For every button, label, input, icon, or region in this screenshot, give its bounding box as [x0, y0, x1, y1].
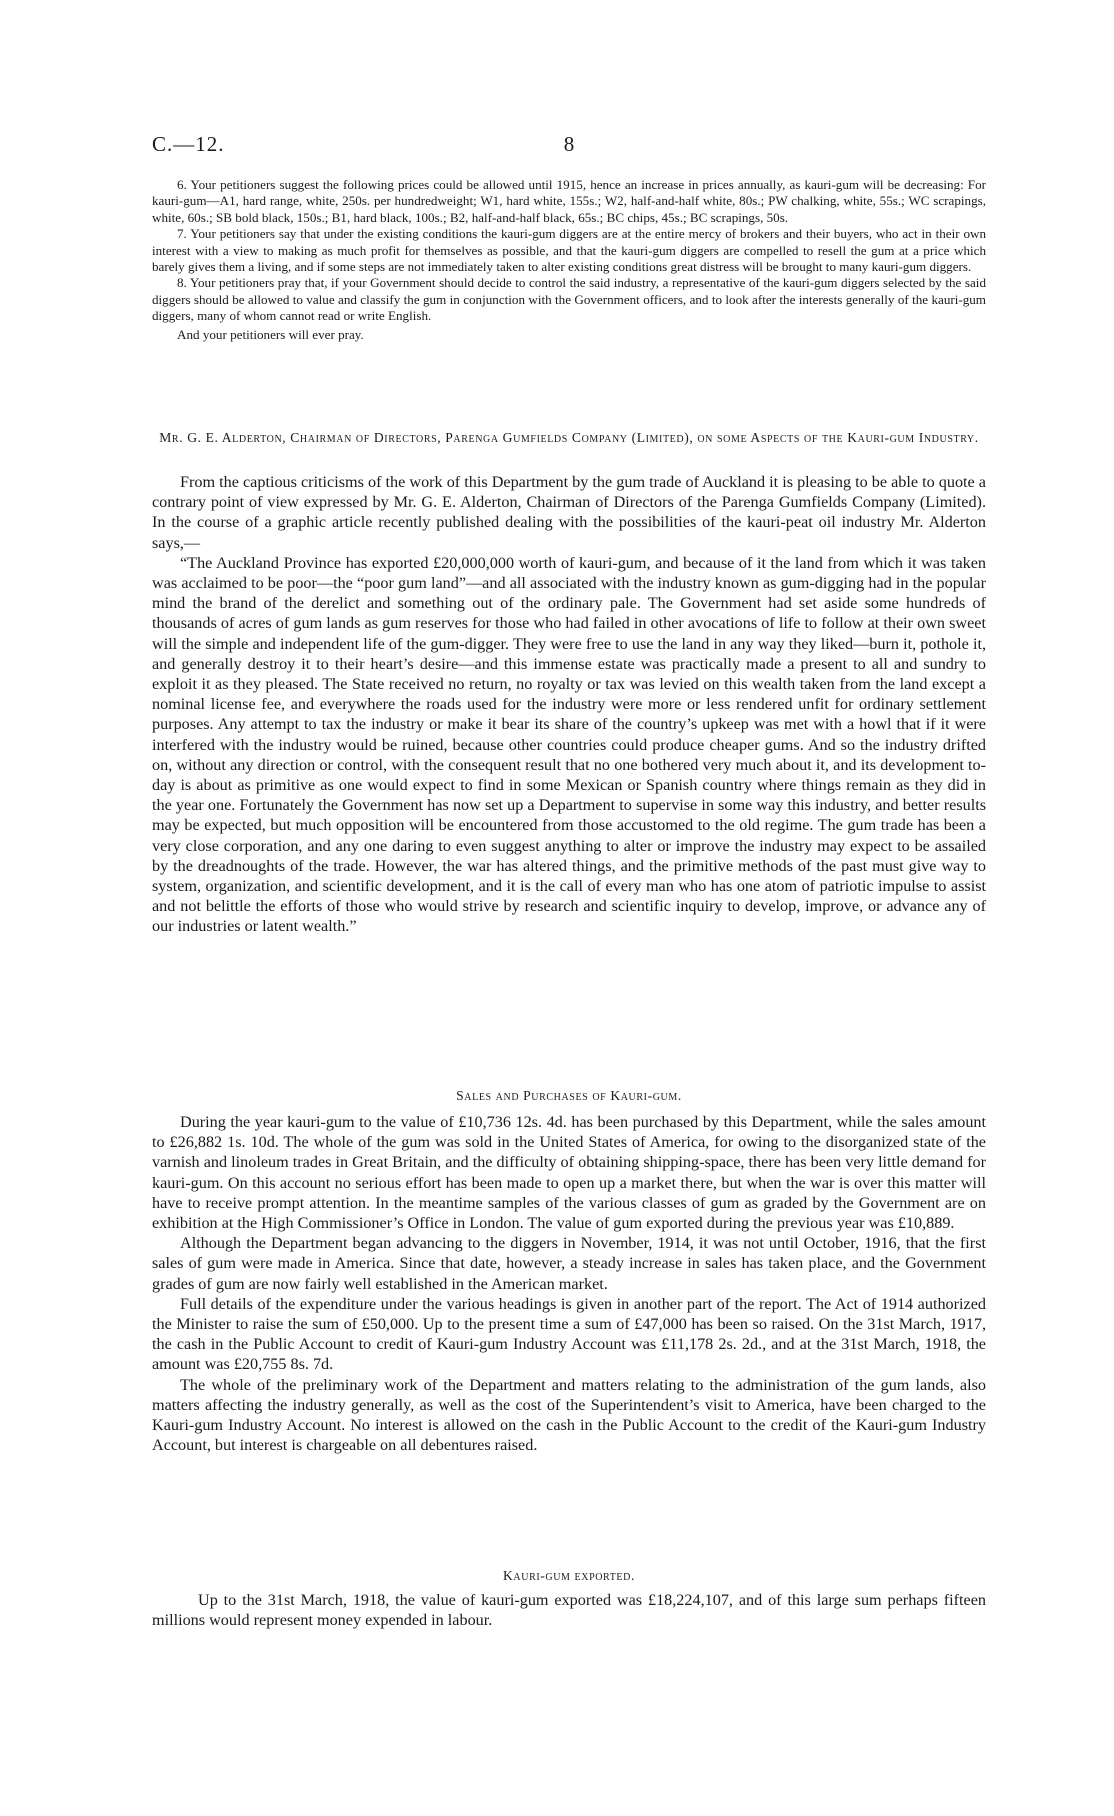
sales-paragraph-4: The whole of the preliminary work of the Department and matters relating to the administration of the gum lands, also matters affecting the industry generally, as well as the cost of the Superintendent’s visit to America, have been charged to the Kauri-gum Industry Account. No interest is allowed on the cash in the Public Account to the credit of the Kauri-gum Industry Account, but interest is chargeable on all debentures raised.	[152, 1375, 986, 1455]
sales-paragraph-1: During the year kauri-gum to the value of £10,736 12s. 4d. has been purchased by this Department, while the sales amount to £26,882 1s. 10d. The whole of the gum was sold in the United States of America, for owing to the disorganized state of the varnish and linoleum trades in Great Britain, and the difficulty of obtaining shipping-space, there has been very little demand for kauri-gum. On this account no serious effort has been made to open up a market there, but when the war is over this matter will have to receive prompt attention. In the meantime samples of the various classes of gum as graded by the Government are on exhibition at the High Commissioner’s Office in London. The value of gum exported during the previous year was £10,889.	[152, 1113, 986, 1233]
petition-paragraph-8: 8. Your petitioners pray that, if your Government should decide to control the said industry, a representative of the kauri-gum diggers selected by the said diggers should be allowed to value and classify the gum in conjunction with the Government officers, and to look after the interests generally of the kauri-gum diggers, many of whom cannot read or write English.	[152, 275, 986, 324]
petition-paragraph-7: 7. Your petitioners say that under the existing conditions the kauri-gum diggers are at the entire mercy of brokers and their buyers, who act in their own interest with a view to making as much profit for themselves as possible, and that the kauri-gum diggers are compelled to resell the gum at a price which barely gives them a living, and if some steps are not immediately taken to alter existing conditions great distress will be brought to many kauri-gum diggers.	[152, 226, 986, 275]
petition-text	[152, 177, 986, 343]
section-heading-exported: Kauri-gum exported.	[503, 1568, 635, 1583]
section-body-alderton	[152, 472, 986, 937]
section-heading-alderton: Mr. G. E. Alderton, Chairman of Directors, Parenga Gumfields Company (Limited), on some Aspects of the Kauri-gum Industry.	[159, 430, 979, 445]
alderton-intro: From the captious criticisms of the work of this Department by the gum trade of Auckland it is pleasing to be able to quote a contrary point of view expressed by Mr. G. E. Alderton, Chairman of Directors of the Parenga Gumfields Company (Limited). In the course of a graphic article recently published dealing with the possibilities of the kauri-peat oil industry Mr. Alderton says,—	[152, 473, 986, 552]
sales-paragraph-3: Full details of the expenditure under the various headings is given in another part of the report. The Act of 1914 authorized the Minister to raise the sum of £50,000. Up to the present time a sum of £47,000 has been so raised. On the 31st March, 1917, the cash in the Public Account to credit of Kauri-gum Industry Account was £11,178 2s. 2d., and at the 31st March, 1918, the amount was £20,755 8s. 7d.	[152, 1294, 986, 1374]
page-header	[152, 132, 986, 162]
sales-paragraph-2: Although the Department began advancing to the diggers in November, 1914, it was not until October, 1916, that the first sales of gum were made in America. Since that date, however, a steady increase in sales has taken place, and the Government grades of gum are now fairly well established in the American market.	[152, 1234, 986, 1293]
document-reference: C.—12.	[152, 132, 225, 156]
section-body-sales	[152, 1112, 986, 1455]
exported-paragraph-1: Up to the 31st March, 1918, the value of kauri-gum exported was £18,224,107, and of this large sum perhaps fifteen millions would represent money expended in labour.	[152, 1591, 986, 1630]
petition-paragraph-6: 6. Your petitioners suggest the following prices could be allowed until 1915, hence an increase in prices annually, as kauri-gum will be decreasing: For kauri-gum—A1, hard range, white, 250s. per hundredweight; W1, hard white, 155s.; W2, half-and-half white, 80s.; PW chalking, white, 55s.; WC scrapings, white, 60s.; SB bold black, 150s.; B1, hard black, 100s.; B2, half-and-half black, 65s.; BC chips, 45s.; BC scrapings, 50s.	[152, 177, 986, 225]
section-body-exported	[152, 1590, 986, 1630]
section-heading-sales: Sales and Purchases of Kauri-gum.	[456, 1088, 682, 1103]
petition-closing: And your petitioners will ever pray.	[177, 326, 364, 342]
alderton-quote: “The Auckland Province has exported £20,000,000 worth of kauri-gum, and because of it the land from which it was taken was acclaimed to be poor—the “poor gum land”—and all associated with the industry known as gum-digging had in the popular mind the brand of the derelict and something out of the ordinary pale. The Government had set aside some hundreds of thousands of acres of gum lands as gum reserves for those who had failed in other avocations of life to follow at their own sweet will the simple and independent life of the gum-digger. They were free to use the land in any way they liked—burn it, pothole it, and generally destroy it to their heart’s desire—and this immense estate was practically made a present to all and sundry to exploit it as they pleased. The State received no return, no royalty or tax was levied on this wealth taken from the land except a nominal license fee, and everywhere the roads used for the industry were more or less rendered unfit for ordinary settlement purposes. Any attempt to tax the industry or make it bear its share of the country’s upkeep was met with a howl that if it were interfered with the industry would be ruined, because other countries could produce cheaper gums. And so the industry drifted on, without any direction or control, with the consequent result that no one bothered very much about it, and its development to-day is about as primitive as one would expect to find in some Mexican or Spanish country where things remain as they did in the year one. Fortunately the Government has now set up a Department to supervise in some way this industry, and better results may be expected, but much opposition will be encountered from those accustomed to the old regime. The gum trade has been a very close corporation, and any one daring to even suggest anything to alter or improve the industry may expect to be assailed by the dreadnoughts of the trade. However, the war has altered things, and the primitive methods of the past must give way to system, organization, and scientific development, and it is the call of every man who has one atom of patriotic impulse to assist and not belittle the efforts of those who would strive by research and scientific inquiry to develop, improve, or advance any of our industries or latent wealth.”	[152, 553, 986, 936]
page-number: 8	[563, 132, 575, 156]
